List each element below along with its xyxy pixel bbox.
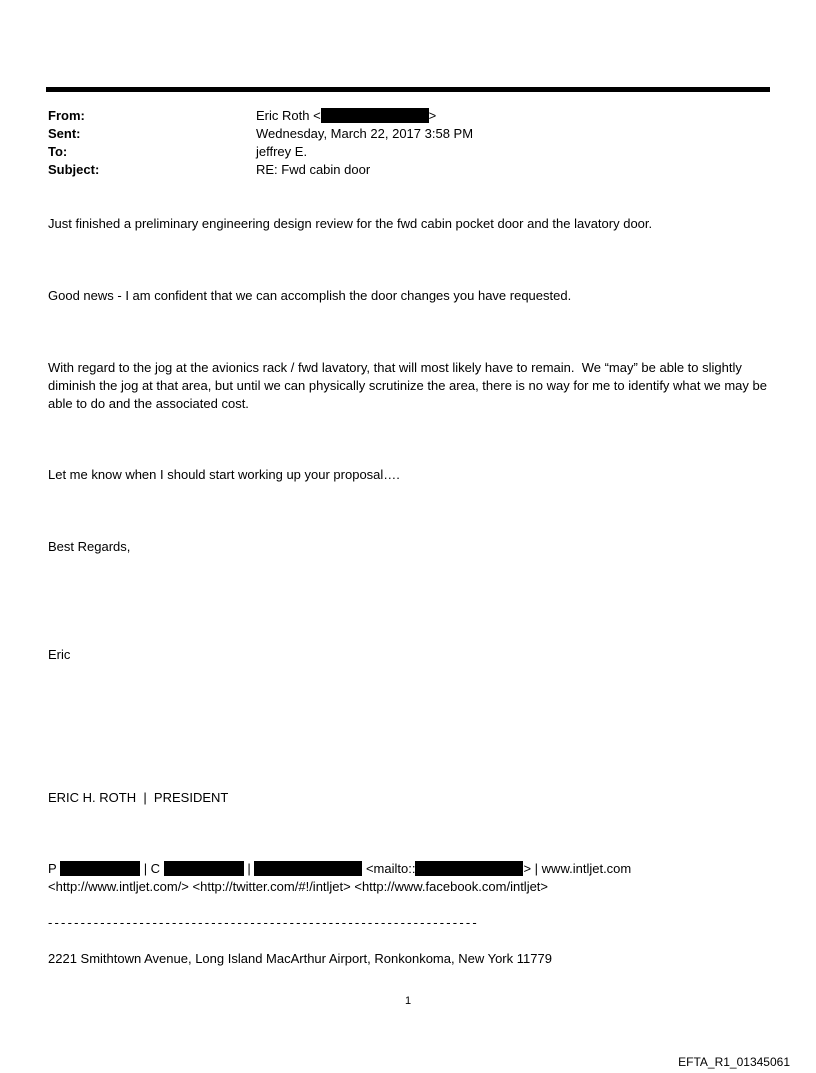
to-label: To: [48, 144, 68, 159]
subject-label: Subject: [48, 162, 100, 177]
separator-dashes: ------------------------------------------------------------------ [48, 915, 479, 930]
signature-first-name: Eric [48, 647, 71, 662]
subject-value: RE: Fwd cabin door [256, 162, 371, 177]
header-rule [46, 87, 770, 92]
from-label: From: [48, 108, 85, 123]
social-links[interactable]: <http://www.intljet.com/> <http://twitter.com/#!/intljet> <http://www.facebook.com/intljet> [48, 879, 549, 894]
page-number: 1 [404, 995, 412, 1007]
address: 2221 Smithtown Avenue, Long Island MacArthur Airport, Ronkonkoma, New York 11779 [48, 951, 552, 966]
closing: Best Regards, [48, 539, 131, 554]
from-value: Eric Roth < > [256, 108, 437, 123]
body-paragraph: Just finished a preliminary engineering design review for the fwd cabin pocket door and the lavatory door. [48, 216, 653, 231]
sent-value: Wednesday, March 22, 2017 3:58 PM [256, 126, 474, 141]
to-value: jeffrey E. [256, 144, 308, 159]
redaction-block [164, 861, 244, 876]
bates-number: EFTA_R1_01345061 [678, 1055, 790, 1069]
redaction-block [254, 861, 362, 876]
redaction-block [321, 108, 429, 123]
contact-line: P | C | <mailto:: > | www.intljet.com [48, 861, 632, 876]
body-paragraph: Let me know when I should start working up your proposal…. [48, 467, 400, 482]
signature-name-title: ERIC H. ROTH | PRESIDENT [48, 790, 229, 805]
signature-contact [48, 860, 768, 896]
redaction-block [415, 861, 523, 876]
redaction-block [60, 861, 140, 876]
body-paragraph: With regard to the jog at the avionics rack / fwd lavatory, that will most likely have to remain. We “may” be able to slightly diminish the jog at that area, but until we can physically scrutinize the area, there is no way for me to identify what we may be able to do and the associated cost. [48, 360, 771, 411]
body-paragraph: Good news - I am confident that we can accomplish the door changes you have requested. [48, 288, 572, 303]
sent-label: Sent: [48, 126, 81, 141]
website-link[interactable]: > | www.intljet.com [523, 861, 632, 876]
